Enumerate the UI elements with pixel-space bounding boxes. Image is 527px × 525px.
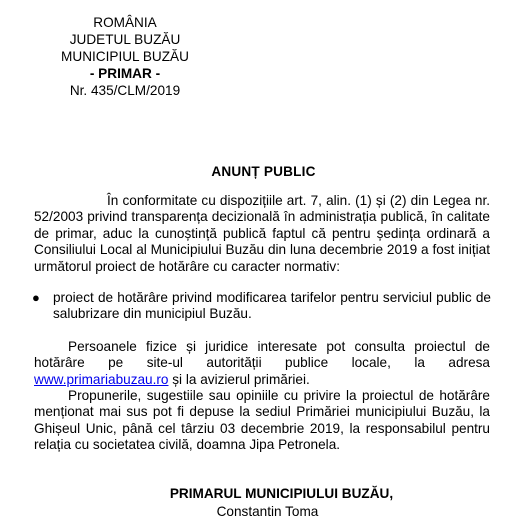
signature-name: Constantin Toma	[216, 504, 319, 519]
county-label: JUDETUL BUZĂU	[69, 32, 181, 47]
office-label: - PRIMAR -	[89, 66, 161, 81]
document-title: ANUNȚ PUBLIC	[211, 164, 316, 179]
consult-text: Persoanele fizice și juridice interesate pot consulta proiectul de hotărâre pe site-ul autorității publice locale, la adresa	[34, 339, 490, 371]
website-link[interactable]: www.primariabuzau.ro	[34, 371, 169, 387]
country-label: ROMÂNIA	[93, 15, 157, 30]
paragraph-proposals: Propunerile, sugestiile sau opiniile cu privire la proiectul de hotărâre menționat mai sus pot fi depuse la sediul Primăriei municipiului Buzău, la Ghișeul Unic, până cel târziu 03 decembrie 2019, la responsabilul pentru relația cu societatea civilă, doamna Jipa Petronela.	[34, 388, 490, 453]
consult-text-end: și la avizierul primăriei.	[168, 371, 310, 387]
list-item	[32, 290, 491, 323]
reference-number: Nr. 435/CLM/2019	[69, 83, 181, 98]
municipality-label: MUNICIPIUL BUZĂU	[61, 49, 189, 64]
signature-title: PRIMARUL MUNICIPIULUI BUZĂU,	[169, 486, 394, 501]
bullet-icon: ●	[32, 290, 40, 305]
paragraph-intro: În conformitate cu dispozițiile art. 7, alin. (1) și (2) din Legea nr. 52/2003 privind transparența decizională în administrația publică, în calitate de primar, aduc la cunoștință publică faptul că pentru ședința ordinară a Consiliului Local al Municipiului Buzău din luna decembrie 2019 a fost inițiat următorul proiect de hotărâre cu caracter normativ:	[34, 193, 490, 274]
signature-block	[0, 485, 527, 521]
list-item-text: proiect de hotărâre privind modificarea tarifelor pentru serviciul public de salubrizare din municipiul Buzău.	[53, 290, 491, 322]
document-header	[40, 14, 210, 99]
paragraph-consult	[34, 339, 490, 388]
